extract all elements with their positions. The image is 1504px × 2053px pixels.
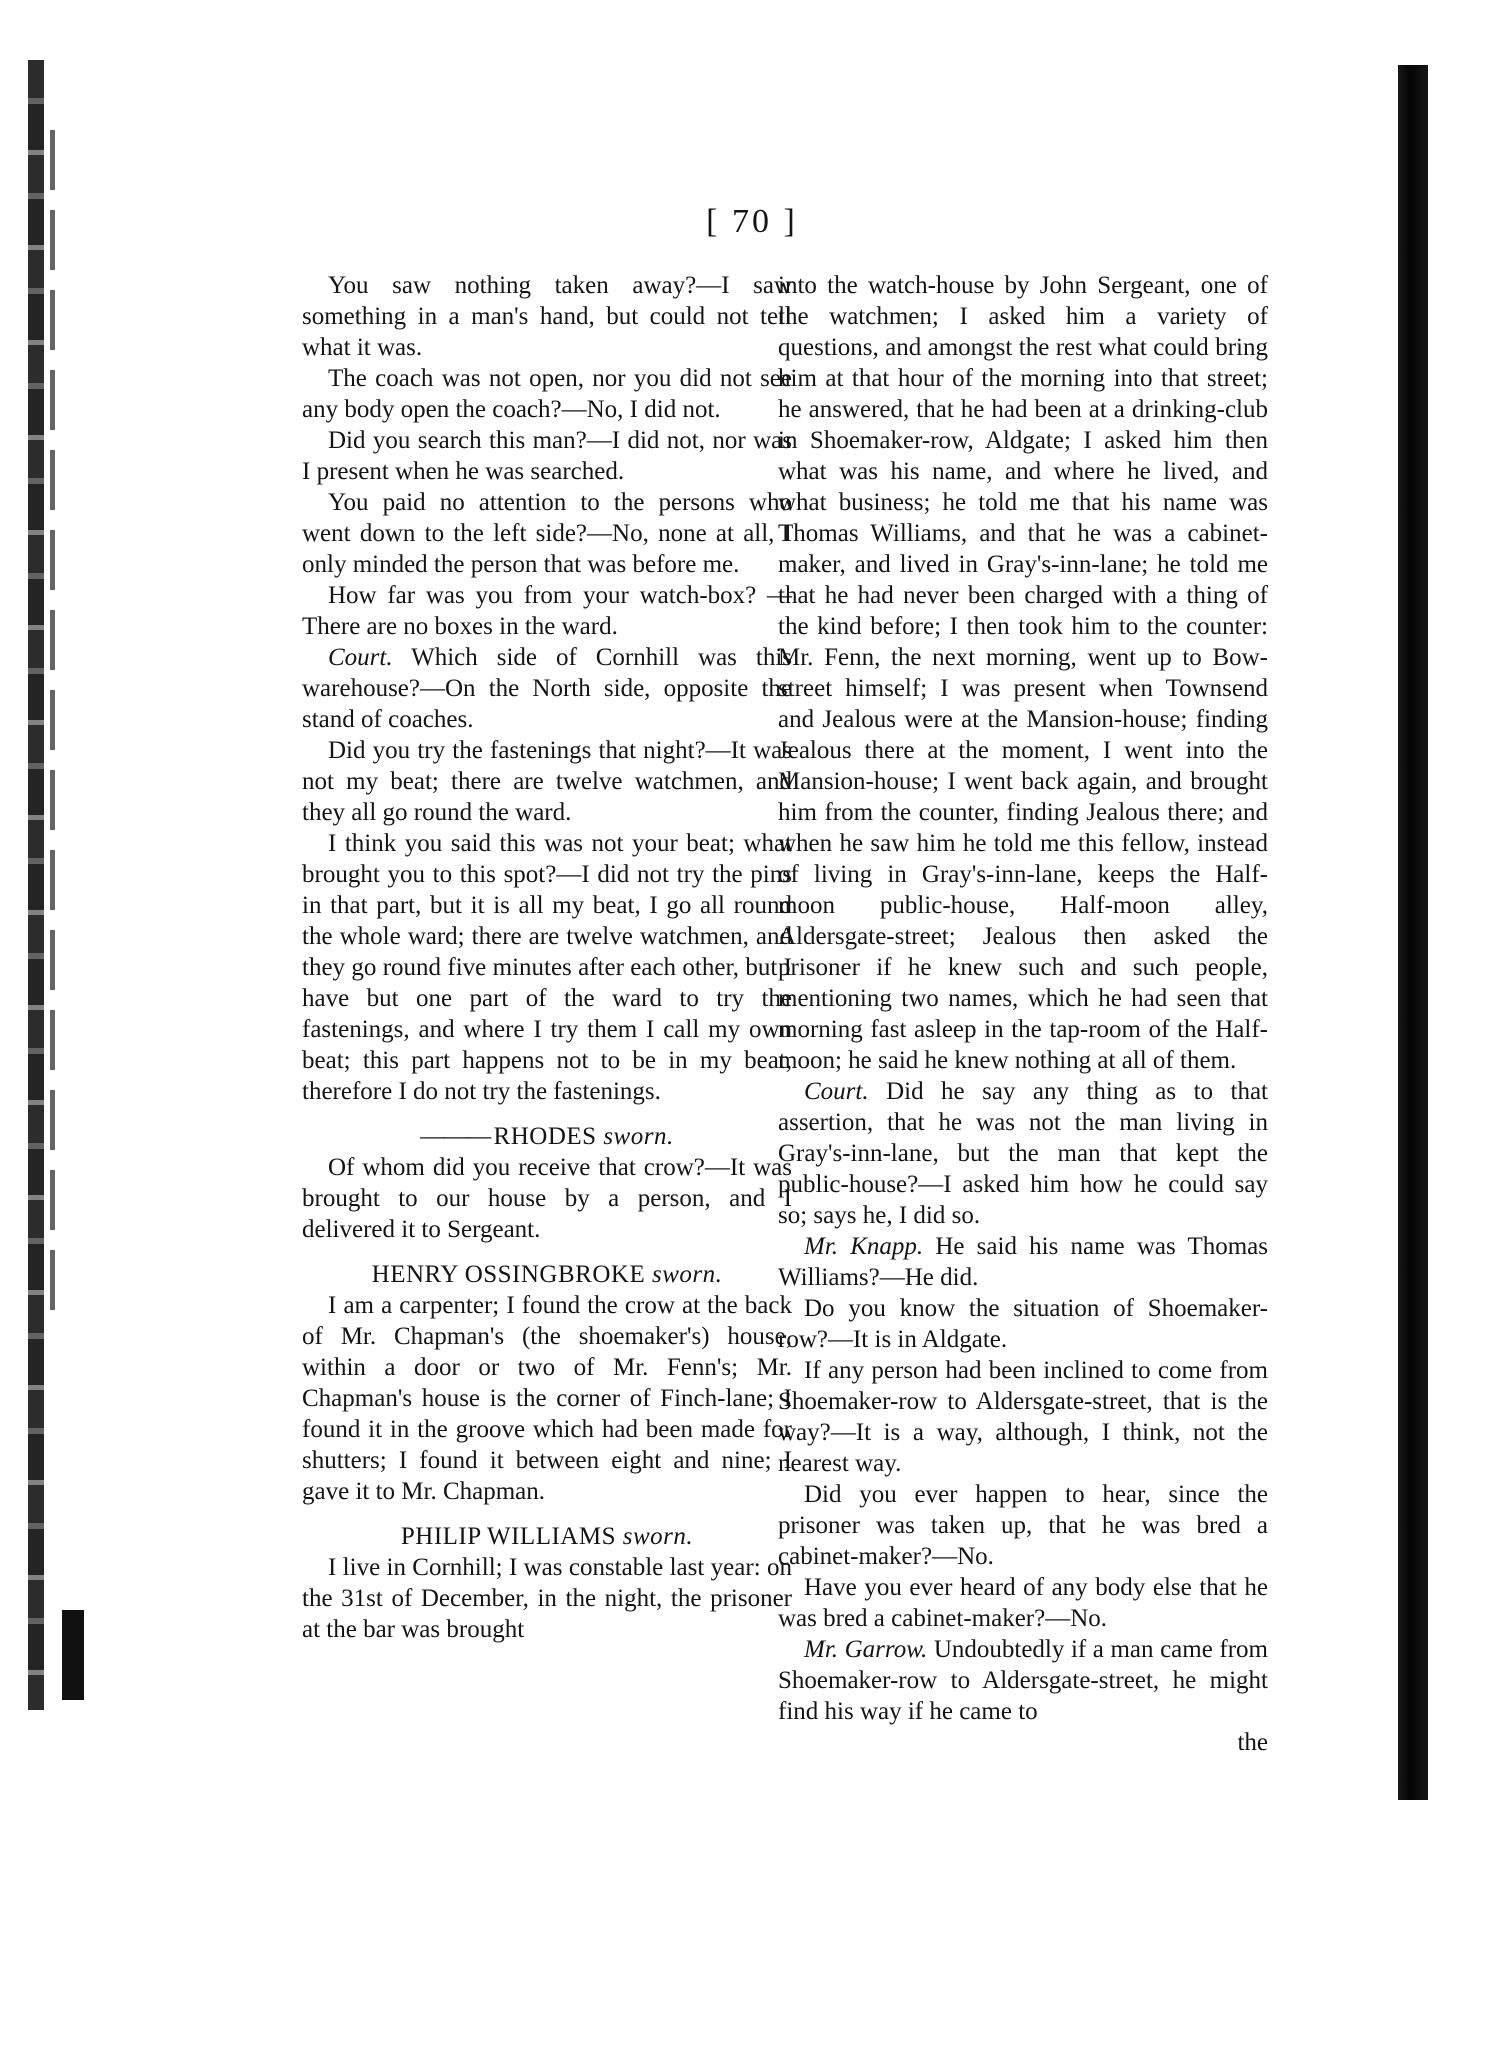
- speaker-label: Mr. Knapp.: [804, 1233, 924, 1260]
- paragraph-text: Of whom did you receive that crow?—It was brought to our house by a person, and I delivered it to Sergeant.: [302, 1154, 792, 1243]
- testimony-paragraph: [302, 487, 792, 580]
- testimony-paragraph: [302, 828, 792, 1107]
- testimony-paragraph: [302, 270, 792, 363]
- sworn-label: sworn.: [603, 1123, 674, 1150]
- paragraph-text: I live in Cornhill; I was constable last year: on the 31st of December, in the night, the prisoner at the bar was brought: [302, 1554, 792, 1643]
- paragraph-text: into the watch-house by John Sergeant, one of the watchmen; I asked him a variety of questions, and amongst the rest what could bring him at that hour of the morning into that street; he answered, that he had been at a drinking-club in Shoemaker-row, Aldgate; I asked him then what was his name, and where he lived, and what business; he told me that his name was Thomas Williams, and that he was a cabinet-maker, and lived in Gray's-inn-lane; he told me that he had never been charged with a thing of the kind before; I then took him to the counter: Mr. Fenn, the next morning, went up to Bow-street himself; I was present when Townsend and Jealous were at the Mansion-house; finding Jealous there at the moment, I went into the Mansion-house; I went back again, and brought him from the counter, finding Jealous there; and when he saw him he told me this fellow, instead of living in Gray's-inn-lane, keeps the Half-moon public-house, Half-moon alley, Aldersgate-street; Jealous then asked the prisoner if he knew such and such people, mentioning two names, which he had seen that morning fast asleep in the tap-room of the Half-moon; he said he knew nothing at all of them.: [778, 272, 1268, 1074]
- paragraph-text: Did you ever happen to hear, since the prisoner was taken up, that he was bred a cabinet-maker?—No.: [778, 1481, 1268, 1570]
- paragraph-text: I think you said this was not your beat; what brought you to this spot?—I did not try the pins in that part, but it is all my beat, I go all round the whole ward; there are twelve watchmen, and they go round five minutes after each other, but I have but one part of the ward to try the fastenings, and where I try them I call my own beat; this part happens not to be in my beat, therefore I do not try the fastenings.: [302, 830, 792, 1105]
- speaker-label: Mr. Garrow.: [804, 1636, 928, 1663]
- paragraph-text: You saw nothing taken away?—I saw something in a man's hand, but could not tell what it was.: [302, 272, 792, 361]
- left-column: [302, 270, 792, 1645]
- paragraph-text: How far was you from your watch-box? —There are no boxes in the ward.: [302, 582, 792, 640]
- catchword: the: [1237, 1729, 1268, 1756]
- paragraph-text: You paid no attention to the persons who went down to the left side?—No, none at all, I only minded the person that was before me.: [302, 489, 792, 578]
- testimony-paragraph: [778, 1634, 1268, 1727]
- paragraph-text: I am a carpenter; I found the crow at the back of Mr. Chapman's (the shoemaker's) house, within a door or two of Mr. Fenn's; Mr. Chapman's house is the corner of Finch-lane; I found it in the groove which had been made for shutters; I found it between eight and nine; I gave it to Mr. Chapman.: [302, 1292, 792, 1505]
- testimony-paragraph: [302, 1152, 792, 1245]
- paragraph-text: Have you ever heard of any body else that he was bred a cabinet-maker?—No.: [778, 1574, 1268, 1632]
- paragraph-text: Did you try the fastenings that night?—It was not my beat; there are twelve watchmen, and they all go round the ward.: [302, 737, 792, 826]
- witness-heading: [302, 1121, 792, 1152]
- testimony-paragraph: [778, 1231, 1268, 1293]
- testimony-paragraph: [778, 270, 1268, 1076]
- witness-name: HENRY OSSINGBROKE: [371, 1261, 646, 1288]
- sworn-label: sworn.: [651, 1261, 723, 1288]
- sworn-label: sworn.: [622, 1523, 694, 1550]
- testimony-paragraph: [302, 580, 792, 642]
- scan-edge-left: [28, 60, 44, 1710]
- paragraph-text: The coach was not open, nor you did not see any body open the coach?—No, I did not.: [302, 365, 792, 423]
- witness-name: PHILIP WILLIAMS: [400, 1523, 616, 1550]
- speaker-label: Court.: [804, 1078, 869, 1105]
- testimony-paragraph: [302, 642, 792, 735]
- testimony-paragraph: [778, 1572, 1268, 1634]
- testimony-paragraph: [302, 1290, 792, 1507]
- paragraph-text: If any person had been inclined to come from Shoemaker-row to Aldersgate-street, that is the way?—It is a way, although, I think, not the nearest way.: [778, 1357, 1268, 1477]
- scan-edge-left-inner: [50, 130, 55, 1330]
- testimony-paragraph: [302, 363, 792, 425]
- scan-edge-right: [1398, 65, 1428, 1800]
- paragraph-text: Do you know the situation of Shoemaker-row?—It is in Aldgate.: [778, 1295, 1268, 1353]
- testimony-paragraph: [302, 425, 792, 487]
- paragraph-text: He said his name was Thomas Williams?—He did.: [778, 1233, 1268, 1291]
- paragraph-text: Which side of Cornhill was this warehouse?—On the North side, opposite the stand of coaches.: [302, 644, 792, 733]
- witness-heading: [302, 1259, 792, 1290]
- testimony-paragraph: [302, 735, 792, 828]
- paragraph-text: Undoubtedly if a man came from Shoemaker-row to Aldersgate-street, he might find his way if he came to: [778, 1636, 1268, 1725]
- testimony-paragraph: [778, 1293, 1268, 1355]
- testimony-paragraph: [778, 1076, 1268, 1231]
- witness-name: RHODES: [493, 1123, 597, 1150]
- testimony-paragraph: [778, 1355, 1268, 1479]
- page-number: [ 70 ]: [706, 203, 798, 240]
- paragraph-text: Did you search this man?—I did not, nor was I present when he was searched.: [302, 427, 792, 485]
- testimony-paragraph: [302, 1552, 792, 1645]
- witness-heading: [302, 1521, 792, 1552]
- speaker-label: Court.: [328, 644, 393, 671]
- heading-dash: ———: [420, 1123, 494, 1150]
- right-column: [778, 270, 1268, 1758]
- paragraph-text: Did he say any thing as to that assertion, that he was not the man living in Gray's-inn-lane, but the man that kept the public-house?—I asked him how he could say so; says he, I did so.: [778, 1078, 1268, 1229]
- testimony-paragraph: [778, 1479, 1268, 1572]
- scan-mark-left: [62, 1610, 84, 1700]
